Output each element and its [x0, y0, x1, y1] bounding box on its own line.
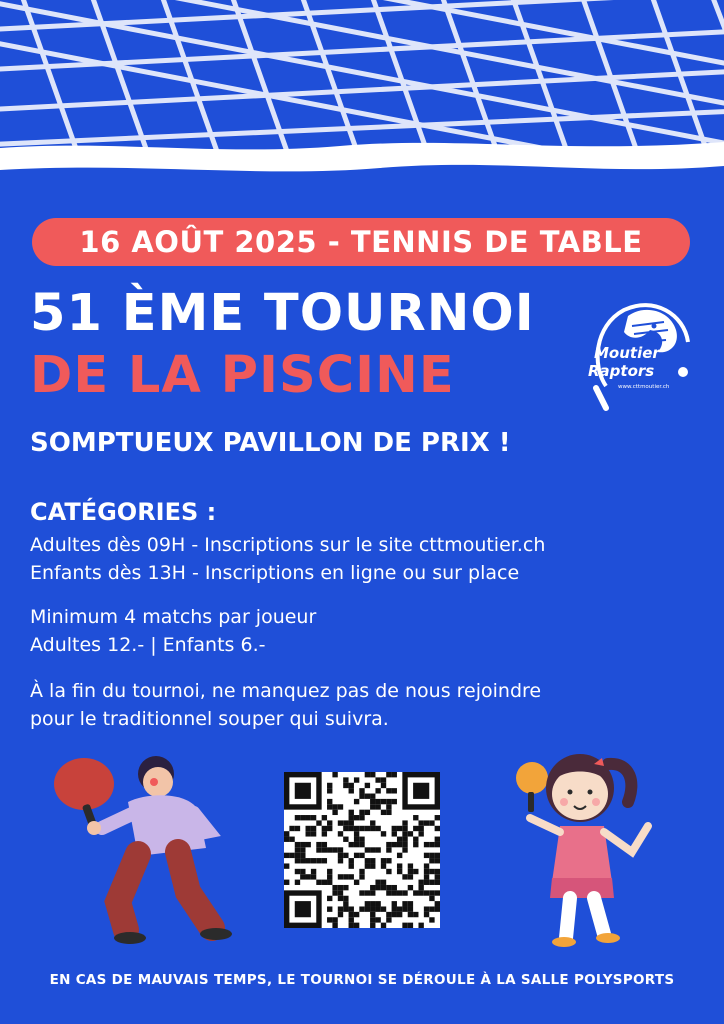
category-adults: Adultes dès 09H - Inscriptions sur le site cttmoutier.ch: [30, 534, 546, 556]
dinner-line-1: À la fin du tournoi, ne manquez pas de nous rejoindre: [30, 680, 542, 702]
girl-player-illustration: [508, 742, 668, 952]
qr-code[interactable]: [284, 772, 440, 928]
title-line-2: DE LA PISCINE: [30, 346, 455, 405]
title-line-1: 51 ÈME TOURNOI: [30, 284, 535, 343]
date-banner-text: 16 AOÛT 2025 - TENNIS DE TABLE: [79, 225, 643, 259]
logo-website: www.cttmoutier.ch: [618, 384, 670, 390]
net-decoration: [0, 0, 724, 200]
boy-player-illustration: [48, 752, 238, 952]
club-logo: [584, 296, 694, 412]
categories-heading: CATÉGORIES :: [30, 498, 217, 526]
logo-name-line-2: Raptors: [588, 362, 655, 380]
rule-prices: Adultes 12.- | Enfants 6.-: [30, 634, 266, 656]
weather-notice: EN CAS DE MAUVAIS TEMPS, LE TOURNOI SE DÉROULE À LA SALLE POLYSPORTS: [49, 972, 675, 988]
prize-headline: SOMPTUEUX PAVILLON DE PRIX !: [30, 428, 511, 458]
date-banner: [32, 218, 690, 266]
dinner-line-2: pour le traditionnel souper qui suivra.: [30, 708, 389, 730]
logo-name-line-1: Moutier: [594, 344, 660, 362]
category-children: Enfants dès 13H - Inscriptions en ligne ou sur place: [30, 562, 520, 584]
rule-minimum-matches: Minimum 4 matchs par joueur: [30, 606, 317, 628]
